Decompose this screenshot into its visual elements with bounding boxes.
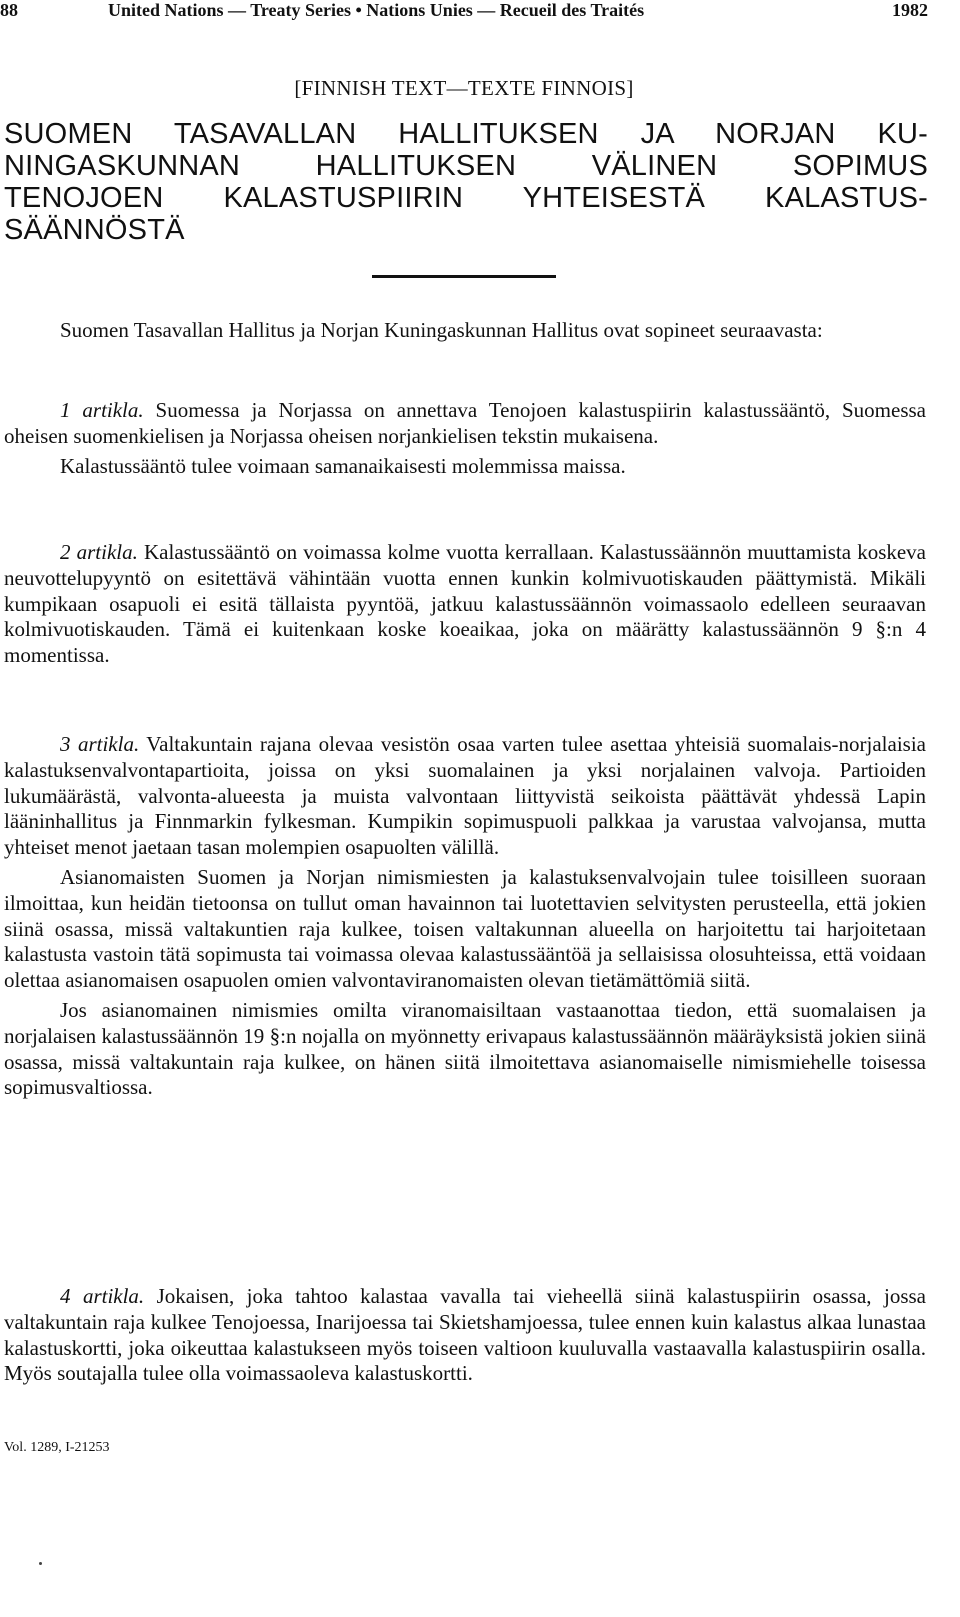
title-line: SÄÄNNÖSTÄ bbox=[4, 214, 185, 246]
article-paragraph: Jos asianomainen nimismies omilta viranomaisiltaan vastaanottaa tiedon, että suomalaisen ja norjalaisen kalastussäännön 19 §:n nojalla on myönnetty erivapaus kalastussäännön määräyksistä jokien siinä osassa, missä valtakuntain raja kulkee, on hänen siitä ilmoitettava asianomaiselle nimismiehelle toisessa sopimusvaltiossa. bbox=[4, 997, 926, 1100]
article-2 bbox=[4, 540, 926, 669]
article-label: 4 artikla. bbox=[60, 1284, 145, 1308]
article-4 bbox=[4, 1284, 926, 1387]
title-line: TENOJOEN KALASTUSPIIRIN YHTEISESTÄ KALASTUS- bbox=[4, 182, 928, 214]
article-1 bbox=[4, 398, 926, 479]
preamble: Suomen Tasavallan Hallitus ja Norjan Kuningaskunnan Hallitus ovat sopineet seuraavasta: bbox=[60, 318, 823, 342]
article-paragraph: Kalastussääntö tulee voimaan samanaikaisesti molemmissa maissa. bbox=[60, 453, 626, 478]
article-3 bbox=[4, 732, 926, 1101]
article-label: 3 artikla. bbox=[60, 732, 140, 756]
article-paragraph bbox=[4, 1284, 926, 1387]
year: 1982 bbox=[892, 0, 928, 20]
article-text: Jokaisen, joka tahtoo kalastaa vavalla tai vieheellä siinä kalastuspiirin osassa, jossa valtakuntain raja kulkee Tenojoessa, Inarijoessa tai Skietshamjoessa, tulee ennen kuin kalastus alkaa lunastaa kalastuskortti, joka oikeuttaa kalastukseen myös toiseen valtioon kuuluvalla vastaavalla kalastuspiirin osalla. Myös soutajalla tulee olla voimassaoleva kalastuskortti. bbox=[4, 1284, 926, 1386]
article-label: 2 artikla. bbox=[60, 540, 138, 564]
series-title: United Nations — Treaty Series • Nations Unies — Recueil des Traités bbox=[108, 0, 645, 20]
article-paragraph bbox=[4, 398, 926, 450]
article-text: Valtakuntain rajana olevaa vesistön osaa varten tulee asettaa yhteisiä suomalais-norjalaisia kalastuksenvalvontapartioita, joissa on yksi suomalainen ja yksi norjalainen valvoja. Partioiden lukumäärästä, valvonta-alueesta ja muista valvontaan liittyvistä seikoista päättävät yhdessä Lapin lääninhallitus ja Finnmarkin fylkesman. Kumpikin sopimuspuoli palkkaa ja varustaa valvojansa, mutta yhteiset menot jaetaan tasan molempien osapuolten välillä. bbox=[4, 732, 926, 860]
scan-speck bbox=[39, 1562, 42, 1565]
article-label: 1 artikla. bbox=[60, 398, 144, 422]
article-paragraph bbox=[4, 732, 926, 861]
title-divider bbox=[372, 275, 556, 278]
running-header bbox=[0, 0, 928, 26]
title-line: NINGASKUNNAN HALLITUKSEN VÄLINEN SOPIMUS bbox=[4, 150, 928, 182]
article-text: Kalastussääntö on voimassa kolme vuotta kerrallaan. Kalastussäännön muuttamista koskeva neuvottelupyyntö on esitettävä vähintään vuotta ennen kunkin kolmivuotiskauden päättymistä. Mikäli kumpikaan osapuoli ei esitä tällaista pyyntöä, jatkuu kalastussäännön voimassaolo edelleen seuraavan kolmivuotiskauden. Tämä ei kuitenkaan koske koeaikaa, joka on määrätty kalastussäännön 9 §:n 4 momentissa. bbox=[4, 540, 927, 668]
article-paragraph bbox=[4, 540, 926, 669]
article-text: Suomessa ja Norjassa on annettava Tenojoen kalastuspiirin kalastussääntö, Suomessa oheisen suomenkielisen ja Norjassa oheisen norjankielisen tekstin mukaisena. bbox=[4, 398, 926, 448]
article-paragraph: Asianomaisten Suomen ja Norjan nimismiesten ja kalastuksenvalvojain tulee toisilleen suoraan ilmoittaa, kun heidän tietoonsa on tullut oman havainnon tai luotettavien selvitysten perusteella, että jokien siinä osassa, missä valtakuntien raja kulkee, toisen valtakunnan alueella on harjoitettu tai harjoitetaan kalastusta vastoin tätä sopimusta tai voimassa olevaa kalastussääntöä ja sellaisissa olosuhteissa, että voidaan olettaa asianomaisen osapuolen omien valvontaviranomaisten olevan tietämättömiä siitä. bbox=[4, 864, 926, 993]
preamble-block bbox=[4, 318, 926, 344]
title-line: SUOMEN TASAVALLAN HALLITUKSEN JA NORJAN KU- bbox=[4, 118, 928, 150]
page-number: 88 bbox=[0, 0, 18, 20]
volume-reference: Vol. 1289, I-21253 bbox=[4, 1440, 110, 1455]
language-note: [FINNISH TEXT—TEXTE FINNOIS] bbox=[294, 76, 634, 100]
treaty-title bbox=[4, 118, 928, 246]
